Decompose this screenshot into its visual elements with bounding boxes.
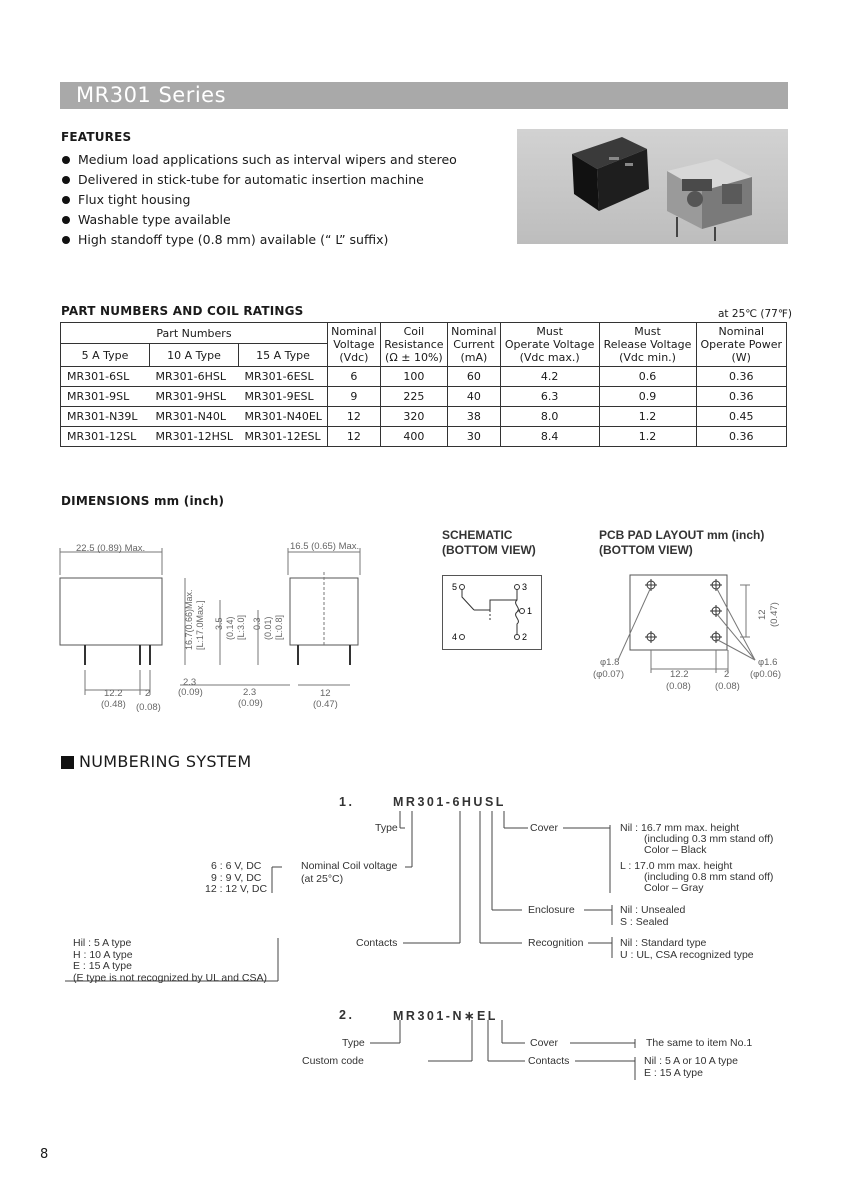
cover-option: Color – Black [644,844,707,856]
table-cell: 12 [328,427,381,447]
header-line: Current [453,338,495,351]
table-cell: MR301-6ESL [239,367,328,387]
pcb-hole1: φ1.8 [600,657,620,668]
schematic-diagram [442,575,542,650]
pcb-title: PCB PAD LAYOUT mm (inch) [599,528,765,542]
header-line: Must [634,325,661,338]
table-cell: 1.2 [599,427,696,447]
table-cell: 30 [447,427,500,447]
header-line: Operate Voltage [504,338,595,351]
voltage-label: Nominal Coil voltage [301,860,398,872]
feature-item: High standoff type (0.8 mm) available (“ L” suffix) [62,230,457,250]
temperature-condition: at 25℃ (77℉) [718,308,792,320]
table-cell: 0.9 [599,387,696,407]
header-line: (Vdc max.) [519,351,580,364]
feature-item: Flux tight housing [62,190,457,210]
col-header-operate-voltage [500,323,599,367]
schematic-title: SCHEMATIC [442,528,513,542]
item1-type-label: Type [375,822,398,834]
features-list [62,150,457,250]
schematic-subtitle: (BOTTOM VIEW) [442,543,536,557]
item2-type-label: Type [342,1037,365,1049]
enclosure-option: Nil : Unsealed [620,904,686,916]
feature-item: Washable type available [62,210,457,230]
contacts-option: H : 10 A type [73,949,133,961]
table-cell: 9 [328,387,381,407]
dim-0-3-l: [L:0.8] [274,614,284,640]
table-cell: 320 [380,407,447,427]
voltage-option: 9 : 9 V, DC [211,872,262,884]
coil-ratings-table [60,322,787,447]
dim-3-5-l: [L:3.0] [236,614,246,640]
pin-label: 4 [452,632,458,642]
table-cell: 6.3 [500,387,599,407]
page-number: 8 [40,1147,49,1162]
item2-contacts-option: Nil : 5 A or 10 A type [644,1055,738,1067]
table-row [61,387,787,407]
table-cell: 0.6 [599,367,696,387]
dim-0-3-in: (0.01) [263,616,273,640]
table-cell: MR301-6SL [61,367,150,387]
table-cell: MR301-12ESL [239,427,328,447]
table-cell: 60 [447,367,500,387]
header-line: (Vdc min.) [619,351,676,364]
item1-cover-label: Cover [530,822,559,834]
header-line: Must [536,325,563,338]
table-cell: 100 [380,367,447,387]
pcb-hole2-in: (φ0.06) [750,669,781,680]
pcb-hole1-in: (φ0.07) [593,669,624,680]
cover-option: (including 0.8 mm stand off) [644,871,774,883]
dim-max-depth: 16.5 (0.65) Max. [290,541,360,552]
dim-12-2: 12.2 [104,688,123,699]
header-line: Voltage [333,338,375,351]
sub-header-15a: 15 A Type [239,344,328,367]
table-cell: MR301-N40L [150,407,239,427]
table-row [61,367,787,387]
col-header-voltage [328,323,381,367]
contacts-option: E : 15 A type [73,960,132,972]
sub-header-10a: 10 A Type [150,344,239,367]
contacts-note: (E type is not recognized by UL and CSA) [73,972,267,984]
item2-contacts-label: Contacts [528,1055,570,1067]
item1-contacts-label: Contacts [356,937,398,949]
table-cell: 40 [447,387,500,407]
dim-height-l: [L:17.0Max.] [195,600,205,650]
table-cell: 0.36 [696,367,787,387]
table-cell: 38 [447,407,500,427]
pin-label: 2 [522,632,528,642]
pcb-width-12-2: 12.2 [670,669,689,680]
header-line: Operate Power [700,338,782,351]
header-line: Release Voltage [603,338,692,351]
pcb-layout-diagram [590,565,790,700]
table-cell: 225 [380,387,447,407]
dim-3-5: 3.5 [214,617,224,630]
voltage-label-note: (at 25°C) [301,873,344,885]
table-row [61,427,787,447]
dimensions-heading: DIMENSIONS mm (inch) [61,494,225,508]
dim-12: 12 [320,688,331,699]
cover-option: L : 17.0 mm max. height [620,860,733,872]
table-group-header: Part Numbers [61,323,328,344]
table-cell: MR301-N40EL [239,407,328,427]
header-line: (Vdc) [339,351,369,364]
item2-cover-label: Cover [530,1037,559,1049]
pin-label: 5 [452,582,458,592]
cover-option: (including 0.3 mm stand off) [644,833,774,845]
table-cell: 400 [380,427,447,447]
dim-2-3b-in: (0.09) [238,698,263,709]
pcb-height-12-in: (0.47) [769,602,780,627]
item2-custom-label: Custom code [302,1055,364,1067]
dim-2-3a: 2.3 [183,677,197,688]
table-cell: MR301-9ESL [239,387,328,407]
numbering-item1-index: 1. [339,795,355,809]
table-cell: MR301-N39L [61,407,150,427]
pcb-width-2: 2 [724,669,730,680]
table-cell: 0.45 [696,407,787,427]
dim-2: 2 [145,688,151,699]
col-header-resistance [380,323,447,367]
item1-enclosure-label: Enclosure [528,904,575,916]
dimensions-drawing [40,530,370,720]
item1-recognition-label: Recognition [528,937,584,949]
voltage-option: 6 : 6 V, DC [211,860,262,872]
pin-label: 3 [522,582,528,592]
table-cell: 1.2 [599,407,696,427]
header-line: Nominal [451,325,497,338]
numbering-item2-code: MR301-N∗EL [393,1009,498,1023]
page-title: MR301 Series [76,83,227,107]
feature-item: Medium load applications such as interval wipers and stereo [62,150,457,170]
dim-max-width: 22.5 (0.89) Max. [76,543,146,554]
cover-option: Nil : 16.7 mm max. height [620,822,740,834]
recognition-option: Nil : Standard type [620,937,707,949]
dim-0-3: 0.3 [252,617,262,630]
table-cell: 12 [328,407,381,427]
table-cell: MR301-9HSL [150,387,239,407]
pcb-width-12-2-in: (0.08) [666,681,691,692]
header-line: Nominal [718,325,764,338]
dim-2-in: (0.08) [136,702,161,713]
cover-option: Color – Gray [644,882,704,894]
recognition-option: U : UL, CSA recognized type [620,949,754,961]
dim-12-in: (0.47) [313,699,338,710]
numbering-item1-code: MR301-6HUSL [393,795,506,809]
item2-cover-option: The same to item No.1 [646,1037,753,1049]
header-line: Coil [403,325,425,338]
features-heading: FEATURES [61,130,132,144]
product-photo [517,129,788,244]
voltage-option: 12 : 12 V, DC [205,883,268,895]
pin-label: 1 [527,606,533,616]
part-numbers-heading: PART NUMBERS AND COIL RATINGS [61,304,304,318]
header-line: Nominal [331,325,377,338]
enclosure-option: S : Sealed [620,916,669,928]
dim-2-3a-in: (0.09) [178,687,203,698]
col-header-current [447,323,500,367]
pcb-width-2-in: (0.08) [715,681,740,692]
numbering-heading: NUMBERING SYSTEM [79,752,252,771]
contacts-option: Hil : 5 A type [73,937,132,949]
pcb-height-12: 12 [757,609,768,620]
table-cell: 8.4 [500,427,599,447]
table-cell: 8.0 [500,407,599,427]
dim-12-2-in: (0.48) [101,699,126,710]
table-row [61,407,787,427]
table-cell: MR301-12SL [61,427,150,447]
header-line: Resistance [384,338,444,351]
col-header-release-voltage [599,323,696,367]
col-header-operate-power [696,323,787,367]
pcb-hole2: φ1.6 [758,657,778,668]
pcb-subtitle: (BOTTOM VIEW) [599,543,693,557]
table-cell: MR301-9SL [61,387,150,407]
header-line: (Ω ± 10%) [385,351,443,364]
feature-item: Delivered in stick-tube for automatic insertion machine [62,170,457,190]
header-line: (mA) [460,351,488,364]
dim-3-5-in: (0.14) [225,616,235,640]
dim-height: 16.7(0.66)Max. [184,589,194,650]
table-cell: 0.36 [696,387,787,407]
header-line: (W) [731,351,751,364]
sub-header-5a: 5 A Type [61,344,150,367]
dim-2-3b: 2.3 [243,687,257,698]
table-cell: 4.2 [500,367,599,387]
table-cell: MR301-6HSL [150,367,239,387]
section-square-icon [61,756,74,769]
item2-contacts-option: E : 15 A type [644,1067,703,1079]
table-cell: 0.36 [696,427,787,447]
numbering-item2-index: 2. [339,1008,355,1022]
table-cell: 6 [328,367,381,387]
table-cell: MR301-12HSL [150,427,239,447]
